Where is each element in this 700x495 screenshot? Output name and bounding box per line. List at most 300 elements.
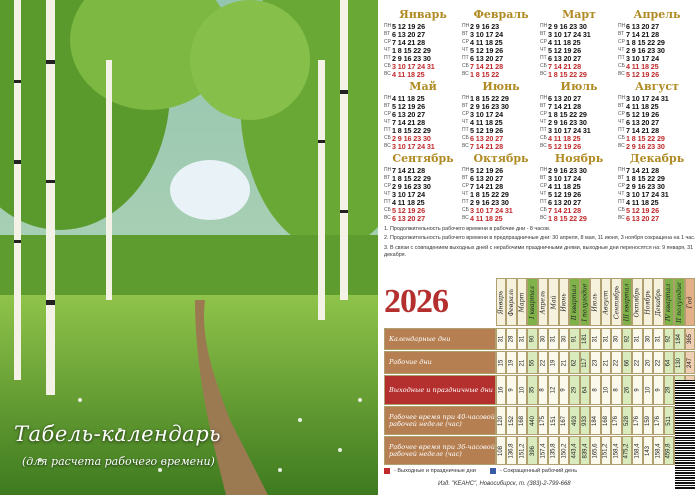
table-cell <box>569 436 579 465</box>
day-row: 2 9 16 23 30 <box>470 102 509 111</box>
table-cell <box>559 406 569 435</box>
table-cell <box>685 328 695 350</box>
table-cell <box>559 436 569 465</box>
table-cell <box>611 375 621 405</box>
day-row: 3 10 17 24 31 <box>470 206 513 215</box>
day-row: 1 8 15 22 29 <box>392 126 431 135</box>
column-header <box>664 278 674 326</box>
day-row: 5 12 19 26 <box>626 206 659 215</box>
table-cell-value: 151 <box>550 415 557 426</box>
day-row: 4 11 18 25 <box>626 102 659 111</box>
table-cell <box>580 375 590 405</box>
table-cell <box>527 406 537 435</box>
weekday-label: ПТ <box>540 127 547 133</box>
column-header <box>506 278 516 326</box>
column-header <box>674 278 684 326</box>
weekday-label: ЧТ <box>618 119 625 125</box>
weekday-label: ВТ <box>540 175 547 181</box>
weekday-label: ВС <box>618 215 625 221</box>
table-cell <box>653 328 663 350</box>
day-row: 3 10 17 24 <box>548 174 581 183</box>
day-row: 7 14 21 28 <box>548 206 581 215</box>
day-row: 6 13 20 27 <box>548 198 581 207</box>
table-cell <box>664 436 674 465</box>
table-cell-value: 64 <box>665 359 672 366</box>
table-cell-value: 150,2 <box>561 442 568 459</box>
table-cell <box>590 436 600 465</box>
column-header <box>548 278 558 326</box>
weekday-label: ПТ <box>384 199 391 205</box>
month-name: Июль <box>560 80 598 93</box>
day-row: 7 14 21 28 <box>392 38 425 47</box>
day-row: 1 8 15 22 29 <box>626 174 665 183</box>
weekday-label: ПТ <box>618 127 625 133</box>
table-cell-value: 135,8 <box>550 442 557 459</box>
day-row: 5 12 19 26 <box>548 46 581 55</box>
column-header-label: Февраль <box>508 288 516 316</box>
table-cell-value: 30 <box>644 335 651 343</box>
weekday-label: ПН <box>384 167 392 173</box>
day-row: 3 10 17 24 31 <box>626 190 669 199</box>
month-10 <box>462 152 542 224</box>
weekday-label: СР <box>462 111 469 117</box>
weekday-label: ЧТ <box>384 191 391 197</box>
table-cell-value: 62 <box>571 359 578 366</box>
table-cell-value: 31 <box>498 335 505 343</box>
day-row: 5 12 19 26 <box>470 126 503 135</box>
table-cell-value: 30 <box>561 335 568 343</box>
table-cell-value: 22 <box>613 359 620 366</box>
table-cell-value: 8 <box>613 388 620 392</box>
weekday-label: ВС <box>384 215 391 221</box>
table-cell <box>569 406 579 435</box>
column-header-label: Год <box>686 296 694 308</box>
column-header-label: I полугодие <box>581 282 589 322</box>
publisher-info: Изд. "КЕАНС", Новосибирск, т. (383)-2-799-668 <box>438 481 571 487</box>
month-4 <box>618 8 698 80</box>
day-row: 1 8 15 22 29 <box>470 94 509 103</box>
table-cell-value: 92 <box>623 335 630 343</box>
weekday-label: ВС <box>540 143 547 149</box>
weekday-label: ВС <box>462 71 469 77</box>
weekday-label: СБ <box>462 207 469 213</box>
legend-blue-label: - Сокращенный рабочий день <box>499 468 578 474</box>
row-label: Рабочие дни <box>384 351 496 374</box>
table-cell-value: 151,2 <box>602 442 609 459</box>
weekday-label: ВТ <box>540 31 547 37</box>
day-row: 6 13 20 27 <box>548 94 581 103</box>
table-cell-value: 933 <box>582 415 589 426</box>
table-cell-value: 130 <box>676 357 683 368</box>
table-cell <box>653 406 663 435</box>
day-row: 1 8 15 22 29 <box>548 70 587 79</box>
weekday-label: ПН <box>384 23 392 29</box>
row-label: Рабочее время при 36-часовой рабочей неделе (час) <box>384 436 496 465</box>
table-cell <box>580 351 590 374</box>
table-cell <box>538 328 548 350</box>
day-row: 3 10 17 24 <box>392 190 425 199</box>
day-row: 5 12 19 26 <box>626 70 659 79</box>
day-row: 1 8 15 22 29 <box>548 110 587 119</box>
month-name: Август <box>635 80 679 93</box>
table-cell-value: 91 <box>571 335 578 343</box>
column-header-label: Октябрь <box>633 287 641 317</box>
column-header-label: Июнь <box>560 292 568 312</box>
day-row: 1 8 15 22 29 <box>626 134 665 143</box>
table-cell-value: 21 <box>602 359 609 366</box>
day-row: 7 14 21 28 <box>626 166 659 175</box>
table-cell <box>611 328 621 350</box>
weekday-label: СР <box>540 183 547 189</box>
table-cell <box>601 436 611 465</box>
weekday-label: ВТ <box>540 103 547 109</box>
year-label: 2026 <box>384 283 448 320</box>
day-row: 7 14 21 28 <box>626 30 659 39</box>
day-row: 2 9 16 23 30 <box>548 166 587 175</box>
month-name: Сентябрь <box>392 152 454 165</box>
table-cell-value: 10 <box>644 386 651 394</box>
column-header <box>653 278 663 326</box>
table-cell <box>527 328 537 350</box>
table-cell-value: 55 <box>529 359 536 366</box>
table-cell-value: 20 <box>644 359 651 366</box>
weekday-label: ВС <box>384 71 391 77</box>
month-11 <box>540 152 620 224</box>
table-cell-value: 19 <box>508 359 515 366</box>
month-7 <box>540 80 620 152</box>
day-row: 7 14 21 28 <box>470 142 503 151</box>
weekday-label: СБ <box>540 135 547 141</box>
column-header-label: Май <box>550 294 558 310</box>
weekday-label: ПН <box>462 23 470 29</box>
day-row: 5 12 19 26 <box>392 22 425 31</box>
weekday-label: ВТ <box>384 103 391 109</box>
day-row: 7 14 21 28 <box>470 182 503 191</box>
weekday-label: ПН <box>462 95 470 101</box>
table-cell-value: 28 <box>665 386 672 394</box>
table-cell-value: 31 <box>592 335 599 343</box>
calendar-title: Табель-календарь <box>14 422 222 446</box>
weekday-label: ВТ <box>618 31 625 37</box>
column-header-label: I квартал <box>529 285 537 319</box>
table-cell-value: 10 <box>602 386 609 394</box>
month-8 <box>618 80 698 152</box>
table-cell <box>601 328 611 350</box>
weekday-label: СБ <box>618 207 625 213</box>
table-cell-value: 168 <box>602 415 609 426</box>
day-row: 4 11 18 25 <box>548 38 581 47</box>
table-cell <box>601 375 611 405</box>
table-cell <box>548 436 558 465</box>
table-cell <box>580 436 590 465</box>
table-cell <box>496 328 506 350</box>
column-header <box>569 278 579 326</box>
day-row: 6 13 20 27 <box>392 30 425 39</box>
weekday-label: ПТ <box>462 127 469 133</box>
weekday-label: ПТ <box>618 55 625 61</box>
table-cell-value: 92 <box>665 335 672 343</box>
table-cell-value: 8 <box>540 388 547 392</box>
weekday-label: ПТ <box>462 199 469 205</box>
weekday-label: СР <box>618 39 625 45</box>
day-row: 4 11 18 25 <box>470 38 503 47</box>
column-header <box>643 278 653 326</box>
month-name: Декабрь <box>629 152 685 165</box>
table-cell <box>496 406 506 435</box>
table-cell <box>622 375 632 405</box>
column-header-label: IV квартал <box>665 283 673 321</box>
table-cell-value: 159 <box>644 415 651 426</box>
weekday-label: СБ <box>462 135 469 141</box>
weekday-label: ЧТ <box>540 119 547 125</box>
weekday-label: ПН <box>384 95 392 101</box>
column-header <box>559 278 569 326</box>
table-cell-value: 22 <box>540 359 547 366</box>
weekday-label: ПН <box>462 167 470 173</box>
table-cell <box>506 328 516 350</box>
month-name: Июнь <box>482 80 520 93</box>
table-cell <box>643 328 653 350</box>
table-cell <box>506 351 516 374</box>
table-cell <box>664 375 674 405</box>
note-1: 1. Продолжительность рабочего времени в рабочие дни - 8 часов. <box>384 226 551 232</box>
day-row: 4 11 18 25 <box>626 62 659 71</box>
table-cell <box>569 328 579 350</box>
table-cell-value: 66 <box>623 359 630 366</box>
table-cell-value: 30 <box>613 335 620 343</box>
red-swatch <box>384 468 390 474</box>
column-header-label: Ноябрь <box>644 289 652 315</box>
weekday-label: ПТ <box>384 55 391 61</box>
table-cell-value: 184 <box>592 415 599 426</box>
month-name: Ноябрь <box>554 152 604 165</box>
table-cell-value: 22 <box>655 359 662 366</box>
month-2 <box>462 8 542 80</box>
day-row: 6 13 20 27 <box>626 22 659 31</box>
table-cell-value: 396 <box>529 445 536 456</box>
table-cell <box>517 328 527 350</box>
table-cell-value: 9 <box>634 388 641 392</box>
row-label: Рабочее время при 40-часовой рабочей неделе (час) <box>384 406 496 435</box>
day-row: 2 9 16 23 30 <box>548 22 587 31</box>
day-row: 7 14 21 28 <box>392 118 425 127</box>
table-cell <box>622 328 632 350</box>
table-cell-value: 176 <box>655 415 662 426</box>
table-cell-value: 21 <box>561 359 568 366</box>
table-cell-value: 158,4 <box>655 442 662 459</box>
table-cell <box>653 351 663 374</box>
calendar-sheet <box>378 0 700 495</box>
weekday-label: ВТ <box>462 31 469 37</box>
table-cell-value: 167 <box>561 415 568 426</box>
table-cell-value: 9 <box>561 388 568 392</box>
column-header-label: Апрель <box>539 290 547 314</box>
table-cell-value: 22 <box>634 359 641 366</box>
table-cell-value: 10 <box>519 386 526 394</box>
table-cell <box>590 328 600 350</box>
table-cell-value: 12 <box>550 386 557 394</box>
column-header <box>685 278 695 326</box>
weekday-label: ЧТ <box>462 191 469 197</box>
table-cell <box>590 406 600 435</box>
table-cell <box>643 436 653 465</box>
table-cell <box>548 375 558 405</box>
weekday-label: ВТ <box>618 103 625 109</box>
table-cell <box>538 406 548 435</box>
day-row: 3 10 17 24 31 <box>626 94 669 103</box>
table-cell <box>527 436 537 465</box>
table-cell <box>527 351 537 374</box>
legend <box>384 468 577 474</box>
table-cell <box>548 328 558 350</box>
weekday-label: ПТ <box>540 55 547 61</box>
barcode <box>675 380 695 490</box>
weekday-label: ПН <box>540 95 548 101</box>
day-row: 6 13 20 27 <box>392 110 425 119</box>
table-cell <box>674 328 684 350</box>
table-cell <box>569 351 579 374</box>
weekday-label: ВТ <box>384 175 391 181</box>
day-row: 3 10 17 24 <box>626 54 659 63</box>
table-cell-value: 443,4 <box>571 442 578 459</box>
table-cell-value: 143 <box>644 445 651 456</box>
day-row: 6 13 20 27 <box>626 118 659 127</box>
day-row: 2 9 16 23 30 <box>548 118 587 127</box>
day-row: 6 13 20 27 <box>470 134 503 143</box>
table-cell-value: 29 <box>571 386 578 394</box>
weekday-label: ВС <box>618 71 625 77</box>
weekday-label: ПН <box>540 23 548 29</box>
table-cell <box>653 436 663 465</box>
weekday-label: СБ <box>618 63 625 69</box>
weekday-label: ВТ <box>462 175 469 181</box>
column-header-label: Январь <box>497 290 505 314</box>
table-cell-value: 23 <box>592 359 599 366</box>
column-header-label: Сентябрь <box>612 285 620 319</box>
weekday-label: ЧТ <box>540 191 547 197</box>
column-header <box>622 278 632 326</box>
table-cell <box>548 351 558 374</box>
day-row: 4 11 18 25 <box>470 118 503 127</box>
table-cell-value: 158,4 <box>634 442 641 459</box>
day-row: 6 13 20 27 <box>470 174 503 183</box>
weekday-label: ВС <box>618 143 625 149</box>
table-cell <box>548 406 558 435</box>
month-5 <box>384 80 464 152</box>
weekday-label: СР <box>384 183 391 189</box>
column-header-label: Август <box>602 289 610 315</box>
month-name: Март <box>562 8 596 21</box>
weekday-label: ПТ <box>462 55 469 61</box>
table-cell <box>611 351 621 374</box>
table-cell <box>569 375 579 405</box>
table-cell <box>632 436 642 465</box>
column-header <box>496 278 506 326</box>
table-cell-value: 120 <box>498 415 505 426</box>
column-header <box>590 278 600 326</box>
table-cell <box>506 406 516 435</box>
table-cell <box>517 351 527 374</box>
table-cell <box>559 375 569 405</box>
weekday-label: СР <box>540 111 547 117</box>
day-row: 4 11 18 25 <box>548 134 581 143</box>
day-row: 6 13 20 27 <box>392 214 425 223</box>
table-cell-value: 15 <box>498 359 505 366</box>
table-cell <box>559 328 569 350</box>
weekday-label: ВТ <box>618 175 625 181</box>
table-cell <box>559 351 569 374</box>
table-cell <box>590 351 600 374</box>
table-cell <box>643 406 653 435</box>
weekday-label: СБ <box>540 207 547 213</box>
weekday-label: СБ <box>384 135 391 141</box>
day-row: 1 8 15 22 <box>470 70 500 79</box>
table-cell <box>496 436 506 465</box>
month-9 <box>384 152 464 224</box>
blue-swatch <box>490 468 496 474</box>
table-cell-value: 8 <box>592 388 599 392</box>
calendar-subtitle: (для расчета рабочего времени) <box>22 455 215 468</box>
weekday-label: ВС <box>540 71 547 77</box>
weekday-label: СБ <box>384 207 391 213</box>
table-cell-value: 30 <box>540 335 547 343</box>
table-cell-value: 21 <box>519 359 526 366</box>
day-row: 7 14 21 28 <box>548 62 581 71</box>
table-cell-value: 176 <box>634 415 641 426</box>
day-row: 7 14 21 28 <box>470 62 503 71</box>
weekday-label: ВС <box>462 143 469 149</box>
month-6 <box>462 80 542 152</box>
table-cell-value: 31 <box>655 335 662 343</box>
day-row: 4 11 18 25 <box>626 198 659 207</box>
note-2: 2. Продолжительность рабочего времени в предпраздничные дни: 30 апреля, 8 мая, 11 июня, 3 ноября сокращена на 1 час. <box>384 235 696 242</box>
table-cell <box>622 436 632 465</box>
table-cell <box>601 351 611 374</box>
day-row: 5 12 19 26 <box>548 190 581 199</box>
weekday-label: ЧТ <box>384 119 391 125</box>
month-1 <box>384 8 464 80</box>
table-cell <box>611 406 621 435</box>
table-cell-value: 511 <box>665 415 672 426</box>
table-cell <box>611 436 621 465</box>
table-cell <box>538 375 548 405</box>
note-3: 3. В связи с совпадением выходных дней с нерабочими праздничными днями, выходные дни переносятся на: 9 января, 31 декабря. <box>384 244 694 259</box>
column-header <box>601 278 611 326</box>
day-row: 5 12 19 26 <box>392 206 425 215</box>
weekday-label: ЧТ <box>618 47 625 53</box>
weekday-label: ПН <box>540 167 548 173</box>
table-cell-value: 165,6 <box>592 442 599 459</box>
weekday-label: ПТ <box>540 199 547 205</box>
weekday-label: ВС <box>384 143 391 149</box>
table-cell-value: 158,4 <box>613 442 620 459</box>
month-name: Февраль <box>473 8 529 21</box>
table-cell-value: 440 <box>529 415 536 426</box>
day-row: 2 9 16 23 30 <box>626 46 665 55</box>
table-cell-value: 31 <box>519 335 526 343</box>
day-row: 4 11 18 25 <box>470 214 503 223</box>
weekday-label: ЧТ <box>462 119 469 125</box>
table-cell-value: 108 <box>498 445 505 456</box>
weekday-label: СР <box>384 111 391 117</box>
weekday-label: ЧТ <box>462 47 469 53</box>
table-cell <box>674 351 684 374</box>
day-row: 5 12 19 26 <box>626 110 659 119</box>
day-row: 3 10 17 24 31 <box>548 30 591 39</box>
table-cell <box>664 328 674 350</box>
day-row: 6 13 20 27 <box>626 214 659 223</box>
table-cell-value: 9 <box>655 388 662 392</box>
